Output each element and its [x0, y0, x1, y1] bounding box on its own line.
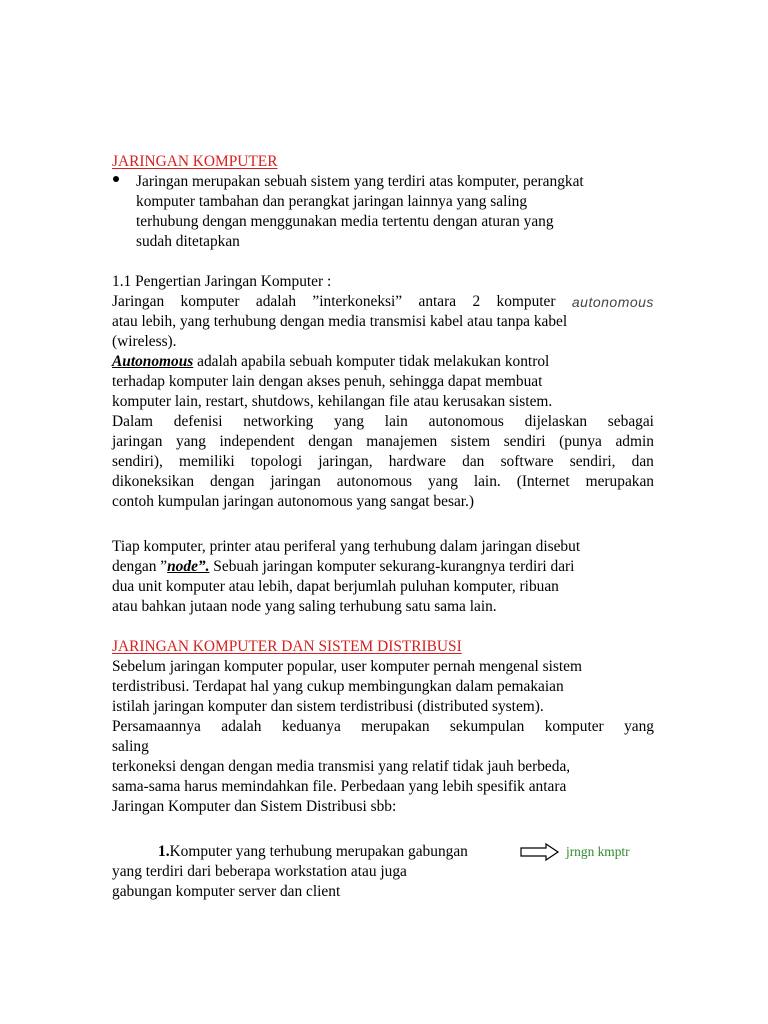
list-item-1 [158, 842, 468, 862]
word: komputer [496, 293, 556, 310]
word: merupakan [361, 718, 430, 735]
word: (punya [559, 433, 602, 450]
autonomous-definition-line [112, 352, 549, 372]
node-paragraph-line: dua unit komputer atau lebih, dapat berjumlah puluhan komputer, ribuan [112, 578, 559, 595]
word: networking [243, 413, 314, 430]
networking-line: contoh kumpulan jaringan autonomous yang sangat besar.) [112, 493, 475, 510]
word: (Internet [516, 473, 570, 490]
word: keduanya [281, 718, 341, 735]
word: yang [624, 718, 654, 735]
bullet-line: terhubung dengan menggunakan media tertentu dengan aturan yang [136, 213, 554, 230]
word: jaringan [112, 433, 163, 450]
word: independent [219, 433, 295, 450]
word: sebagai [607, 413, 654, 430]
word: Jaringan [112, 293, 165, 310]
word: autonomous [336, 473, 413, 490]
word: software [500, 453, 554, 470]
word: defenisi [173, 413, 223, 430]
definition-line: terhadap komputer lain dengan akses penuh, sehingga dapat membuat [112, 373, 543, 390]
word: admin [615, 433, 654, 450]
networking-line-justified [112, 472, 654, 492]
subheading-pengertian: 1.1 Pengertian Jaringan Komputer : [112, 273, 332, 290]
section2-line: Jaringan Komputer dan Sistem Distribusi sbb: [112, 798, 397, 815]
list-item-1-line: gabungan komputer server dan client [112, 883, 341, 900]
word: yang [334, 413, 365, 430]
word: komputer [544, 718, 604, 735]
word: dikoneksikan [112, 473, 195, 490]
word: memiliki [179, 453, 235, 470]
word: komputer [180, 293, 240, 310]
bullet-line: Jaringan merupakan sebuah sistem yang terdiri atas komputer, perangkat [136, 173, 584, 190]
autonomous-term: Autonomous [112, 353, 194, 370]
word: sekumpulan [449, 718, 525, 735]
word: antara [418, 293, 457, 310]
word: adalah [255, 293, 297, 310]
networking-line-justified [112, 452, 654, 472]
word: dan [631, 453, 654, 470]
section2-line: terkoneksi dengan dengan media transmisi yang relatif tidak jauh berbeda, [112, 758, 571, 775]
arrow-right-icon [520, 841, 560, 863]
word: lain. [473, 473, 501, 490]
autonomous-rest: adalah apabila sebuah komputer tidak melakukan kontrol [193, 353, 550, 370]
word: Persamaannya [112, 718, 201, 735]
section2-line: saling [112, 738, 149, 755]
definition-line: atau lebih, yang terhubung dengan media transmisi kabel atau tanpa kabel [112, 313, 568, 330]
word: yang [427, 473, 458, 490]
networking-line-justified [112, 412, 654, 432]
word: sendiri, [569, 453, 616, 470]
section-title-jaringan-komputer: JARINGAN KOMPUTER [112, 153, 278, 170]
word: Dalam [112, 413, 154, 430]
definition-line: komputer lain, restart, shutdows, kehilangan file atau kerusakan sistem. [112, 393, 553, 410]
word: dengan [210, 473, 255, 490]
item-number: 1. [158, 843, 170, 860]
node-post: Sebuah jaringan komputer sekurang-kurangnya terdiri dari [209, 558, 575, 575]
word: merupakan [585, 473, 654, 490]
word: dan [462, 453, 485, 470]
bullet-line: komputer tambahan dan perangkat jaringan lainnya yang saling [136, 193, 528, 210]
autonomous-term-italic: autonomous [571, 294, 654, 310]
node-paragraph-line [112, 557, 574, 577]
bullet-line: sudah ditetapkan [136, 233, 240, 250]
word: 2 [472, 293, 481, 310]
node-pre: dengan ” [112, 558, 168, 575]
word: ”interkoneksi” [312, 293, 403, 310]
word: hardware [388, 453, 446, 470]
word: lain [384, 413, 408, 430]
word: dijelaskan [524, 413, 588, 430]
word: manajemen [366, 433, 438, 450]
bullet-icon [113, 176, 119, 182]
word: autonomous [428, 413, 504, 430]
list-item-1-line: yang terdiri dari beberapa workstation atau juga [112, 863, 407, 880]
word: adalah [221, 718, 262, 735]
word: sistem [450, 433, 491, 450]
word: jaringan [270, 473, 321, 490]
section2-line: Sebelum jaringan komputer popular, user komputer pernah mengenal sistem [112, 658, 582, 675]
item-text: Komputer yang terhubung merupakan gabungan [169, 843, 468, 860]
word: sendiri [503, 433, 546, 450]
networking-line-justified [112, 432, 654, 452]
word: dengan [308, 433, 353, 450]
definition-line: (wireless). [112, 333, 177, 350]
word: topologi [250, 453, 303, 470]
node-term: node”. [167, 558, 210, 575]
definition-line-justified [112, 292, 654, 312]
section2-line-justified [112, 717, 654, 737]
word: jaringan, [318, 453, 373, 470]
word: sendiri), [112, 453, 163, 470]
section2-line: istilah jaringan komputer dan sistem terdistribusi (distributed system). [112, 698, 544, 715]
note-jrngn-kmptr: jrngn kmptr [566, 844, 630, 859]
section2-line: terdistribusi. Terdapat hal yang cukup membingungkan dalam pemakaian [112, 678, 564, 695]
section2-line: sama-sama harus memindahkan file. Perbedaan yang lebih spesifik antara [112, 778, 567, 795]
word: yang [176, 433, 206, 450]
section-title-jaringan-sistem-distribusi: JARINGAN KOMPUTER DAN SISTEM DISTRIBUSI [112, 638, 462, 655]
node-paragraph-line: atau bahkan jutaan node yang saling terhubung satu sama lain. [112, 598, 497, 615]
node-paragraph-line: Tiap komputer, printer atau periferal yang terhubung dalam jaringan disebut [112, 538, 581, 555]
